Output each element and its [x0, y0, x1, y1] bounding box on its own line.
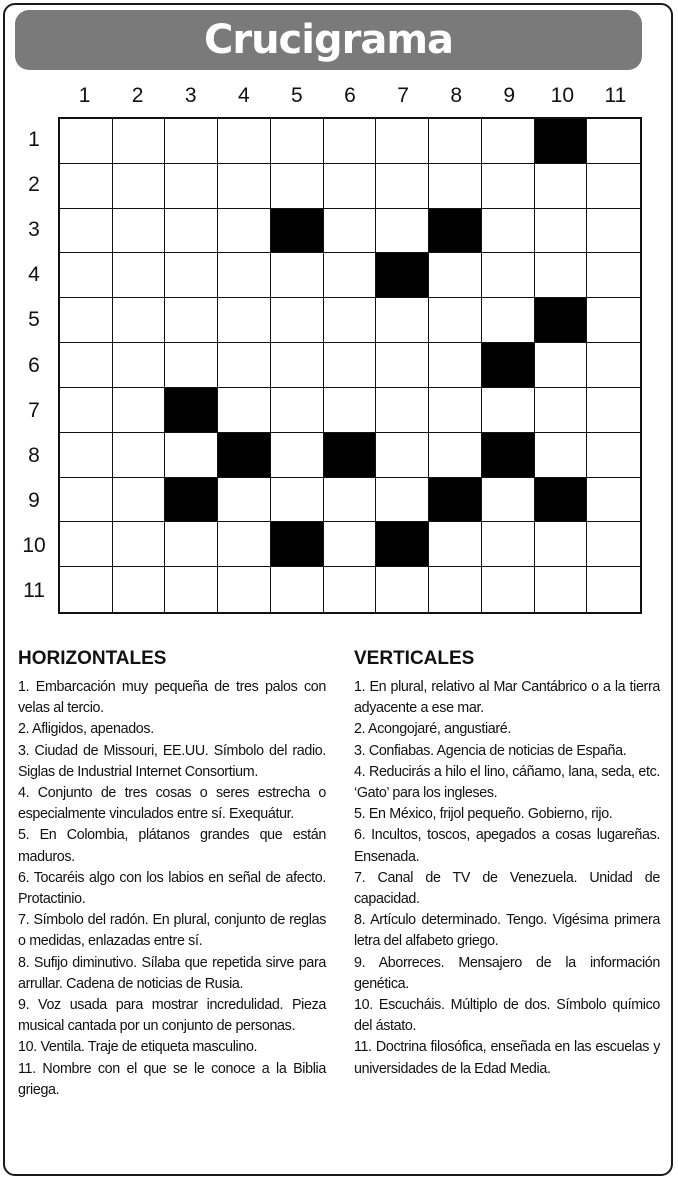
row-number: 1 [28, 127, 40, 151]
answer-cell[interactable] [113, 522, 166, 567]
answer-cell[interactable] [587, 343, 640, 388]
answer-cell[interactable] [218, 388, 271, 433]
answer-cell[interactable] [324, 388, 377, 433]
title-banner [15, 10, 642, 70]
answer-cell[interactable] [587, 119, 640, 164]
answer-cell[interactable] [60, 298, 113, 343]
row-number: 8 [28, 443, 40, 467]
answer-cell[interactable] [324, 119, 377, 164]
horizontal-clues-heading: HORIZONTALES [18, 648, 167, 669]
clue-item: 7. Canal de TV de Venezuela. Unidad de capacidad. [354, 869, 660, 908]
answer-cell[interactable] [376, 478, 429, 523]
answer-cell[interactable] [324, 298, 377, 343]
answer-cell[interactable] [482, 253, 535, 298]
black-cell [271, 522, 324, 567]
answer-cell[interactable] [324, 253, 377, 298]
black-cell [165, 388, 218, 433]
answer-cell[interactable] [165, 209, 218, 254]
column-number: 2 [131, 84, 144, 107]
answer-cell[interactable] [587, 433, 640, 478]
black-cell [324, 433, 377, 478]
answer-cell[interactable] [376, 433, 429, 478]
answer-cell[interactable] [271, 478, 324, 523]
black-cell [271, 209, 324, 254]
row-number: 4 [28, 263, 40, 287]
answer-cell[interactable] [429, 567, 482, 612]
clue-item: 3. Confiabas. Agencia de noticias de España. [354, 742, 627, 759]
answer-cell[interactable] [535, 253, 588, 298]
black-cell [535, 478, 588, 523]
answer-cell[interactable] [113, 388, 166, 433]
clue-item: 11. Doctrina filosófica, enseñada en las escuelas y universidades de la Edad Media. [354, 1039, 660, 1077]
answer-cell[interactable] [587, 478, 640, 523]
answer-cell[interactable] [324, 567, 377, 612]
clue-item: 5. En Colombia, plátanos grandes que están maduros. [18, 827, 326, 865]
answer-cell[interactable] [429, 164, 482, 209]
clue-item: 6. Tocaréis algo con los labios en señal de afecto. Protactinio. [18, 869, 326, 908]
column-number: 1 [78, 84, 91, 107]
clue-item: 6. Incultos, toscos, apegados a cosas lugareñas. Ensenada. [354, 827, 660, 865]
answer-cell[interactable] [324, 164, 377, 209]
answer-cell[interactable] [587, 209, 640, 254]
answer-cell[interactable] [535, 522, 588, 567]
answer-cell[interactable] [60, 343, 113, 388]
vertical-clues [354, 648, 660, 1080]
answer-cell[interactable] [113, 433, 166, 478]
row-number: 6 [28, 353, 40, 377]
answer-cell[interactable] [482, 522, 535, 567]
row-number: 5 [28, 308, 40, 332]
answer-cell[interactable] [113, 209, 166, 254]
answer-cell[interactable] [587, 253, 640, 298]
column-number: 7 [397, 84, 409, 107]
answer-cell[interactable] [535, 433, 588, 478]
answer-cell[interactable] [113, 343, 166, 388]
column-number: 3 [184, 84, 197, 107]
answer-cell[interactable] [376, 298, 429, 343]
answer-cell[interactable] [60, 119, 113, 164]
answer-cell[interactable] [429, 343, 482, 388]
answer-cell[interactable] [60, 164, 113, 209]
black-cell [535, 298, 588, 343]
row-number: 9 [28, 489, 40, 513]
clue-item: 10. Ventila. Traje de etiqueta masculino. [18, 1039, 258, 1056]
clue-item: 11. Nombre con el que se le conoce a la Biblia griega. [18, 1060, 326, 1098]
clue-item: 2. Afligidos, apenados. [18, 721, 154, 738]
answer-cell[interactable] [271, 164, 324, 209]
row-number: 2 [28, 172, 40, 196]
horizontal-clues [18, 648, 326, 1101]
answer-cell[interactable] [535, 343, 588, 388]
answer-cell[interactable] [165, 119, 218, 164]
answer-cell[interactable] [482, 119, 535, 164]
answer-cell[interactable] [429, 433, 482, 478]
answer-cell[interactable] [165, 298, 218, 343]
vertical-clues-heading: VERTICALES [354, 648, 475, 669]
answer-cell[interactable] [271, 433, 324, 478]
answer-cell[interactable] [218, 209, 271, 254]
answer-cell[interactable] [218, 164, 271, 209]
black-cell [376, 522, 429, 567]
answer-cell[interactable] [535, 567, 588, 612]
answer-cell[interactable] [113, 164, 166, 209]
answer-cell[interactable] [271, 298, 324, 343]
row-number: 10 [22, 534, 46, 558]
black-cell [165, 478, 218, 523]
answer-cell[interactable] [60, 388, 113, 433]
answer-cell[interactable] [482, 209, 535, 254]
answer-cell[interactable] [587, 164, 640, 209]
answer-cell[interactable] [482, 567, 535, 612]
answer-cell[interactable] [165, 433, 218, 478]
answer-cell[interactable] [165, 253, 218, 298]
row-number: 11 [23, 579, 45, 603]
answer-cell[interactable] [376, 209, 429, 254]
answer-cell[interactable] [535, 164, 588, 209]
answer-cell[interactable] [165, 164, 218, 209]
answer-cell[interactable] [376, 388, 429, 433]
answer-cell[interactable] [429, 388, 482, 433]
answer-cell[interactable] [482, 164, 535, 209]
answer-cell[interactable] [218, 522, 271, 567]
answer-cell[interactable] [429, 522, 482, 567]
answer-cell[interactable] [271, 119, 324, 164]
page-title: Crucigrama [203, 17, 453, 63]
clue-item: 10. Escucháis. Múltiplo de dos. Símbolo químico del ástato. [354, 997, 660, 1035]
black-cell [482, 343, 535, 388]
clue-item: 8. Sufijo diminutivo. Sílaba que repetida sirve para arrullar. Cadena de noticias de Rusia. [18, 954, 326, 992]
clue-item: 5. En México, frijol pequeño. Gobierno, rijo. [354, 806, 613, 823]
answer-cell[interactable] [271, 253, 324, 298]
answer-cell[interactable] [429, 119, 482, 164]
black-cell [218, 433, 271, 478]
answer-cell[interactable] [218, 343, 271, 388]
answer-cell[interactable] [60, 567, 113, 612]
clue-item: 2. Acongojaré, angustiaré. [354, 721, 512, 738]
answer-cell[interactable] [218, 567, 271, 612]
answer-cell[interactable] [482, 388, 535, 433]
black-cell [429, 209, 482, 254]
crossword-grid [58, 117, 642, 614]
column-number: 4 [237, 84, 250, 107]
answer-cell[interactable] [60, 433, 113, 478]
answer-cell[interactable] [482, 298, 535, 343]
answer-cell[interactable] [324, 522, 377, 567]
answer-cell[interactable] [60, 253, 113, 298]
column-number: 8 [450, 84, 462, 107]
answer-cell[interactable] [165, 567, 218, 612]
answer-cell[interactable] [376, 164, 429, 209]
answer-cell[interactable] [218, 119, 271, 164]
answer-cell[interactable] [376, 343, 429, 388]
answer-cell[interactable] [271, 388, 324, 433]
row-number: 7 [28, 398, 40, 422]
black-cell [482, 433, 535, 478]
answer-cell[interactable] [165, 522, 218, 567]
clue-item: 4. Reducirás a hilo el lino, cáñamo, lana, seda, etc. ‘Gato’ para los ingleses. [354, 763, 660, 802]
clue-item: 8. Artículo determinado. Tengo. Vigésima primera letra del alfabeto griego. [354, 912, 660, 950]
answer-cell[interactable] [113, 298, 166, 343]
row-number: 3 [28, 217, 40, 241]
answer-cell[interactable] [60, 478, 113, 523]
answer-cell[interactable] [113, 119, 166, 164]
answer-cell[interactable] [218, 478, 271, 523]
answer-cell[interactable] [113, 253, 166, 298]
clue-item: 3. Ciudad de Missouri, EE.UU. Símbolo del radio. Siglas de Industrial Internet Consortium. [18, 742, 326, 780]
answer-cell[interactable] [587, 388, 640, 433]
column-number: 5 [291, 84, 303, 107]
column-number: 10 [550, 84, 575, 107]
answer-cell[interactable] [429, 253, 482, 298]
answer-cell[interactable] [376, 567, 429, 612]
answer-cell[interactable] [165, 343, 218, 388]
answer-cell[interactable] [535, 388, 588, 433]
answer-cell[interactable] [587, 567, 640, 612]
answer-cell[interactable] [324, 343, 377, 388]
answer-cell[interactable] [113, 478, 166, 523]
answer-cell[interactable] [271, 567, 324, 612]
clue-item: 1. Embarcación muy pequeña de tres palos con velas al tercio. [18, 679, 326, 717]
answer-cell[interactable] [587, 522, 640, 567]
column-number: 11 [604, 84, 627, 107]
answer-cell[interactable] [113, 567, 166, 612]
column-number: 6 [344, 84, 356, 107]
answer-cell[interactable] [324, 209, 377, 254]
answer-cell[interactable] [218, 253, 271, 298]
answer-cell[interactable] [324, 478, 377, 523]
answer-cell[interactable] [429, 298, 482, 343]
black-cell [376, 253, 429, 298]
answer-cell[interactable] [376, 119, 429, 164]
answer-cell[interactable] [271, 343, 324, 388]
clue-item: 9. Aborreces. Mensajero de la información genética. [354, 954, 660, 992]
clue-item: 1. En plural, relativo al Mar Cantábrico o a la tierra adyacente a ese mar. [354, 679, 660, 717]
black-cell [535, 119, 588, 164]
answer-cell[interactable] [60, 209, 113, 254]
clue-item: 4. Conjunto de tres cosas o seres estrecha o especialmente vinculados entre sí. Exequátur. [18, 785, 326, 823]
answer-cell[interactable] [587, 298, 640, 343]
answer-cell[interactable] [60, 522, 113, 567]
clue-item: 7. Símbolo del radón. En plural, conjunto de reglas o medidas, enlazadas entre sí. [18, 912, 326, 950]
answer-cell[interactable] [482, 478, 535, 523]
clue-item: 9. Voz usada para mostrar incredulidad. Pieza musical cantada por un conjunto de personas. [18, 997, 326, 1035]
answer-cell[interactable] [218, 298, 271, 343]
column-number: 9 [503, 84, 516, 107]
answer-cell[interactable] [535, 209, 588, 254]
black-cell [429, 478, 482, 523]
